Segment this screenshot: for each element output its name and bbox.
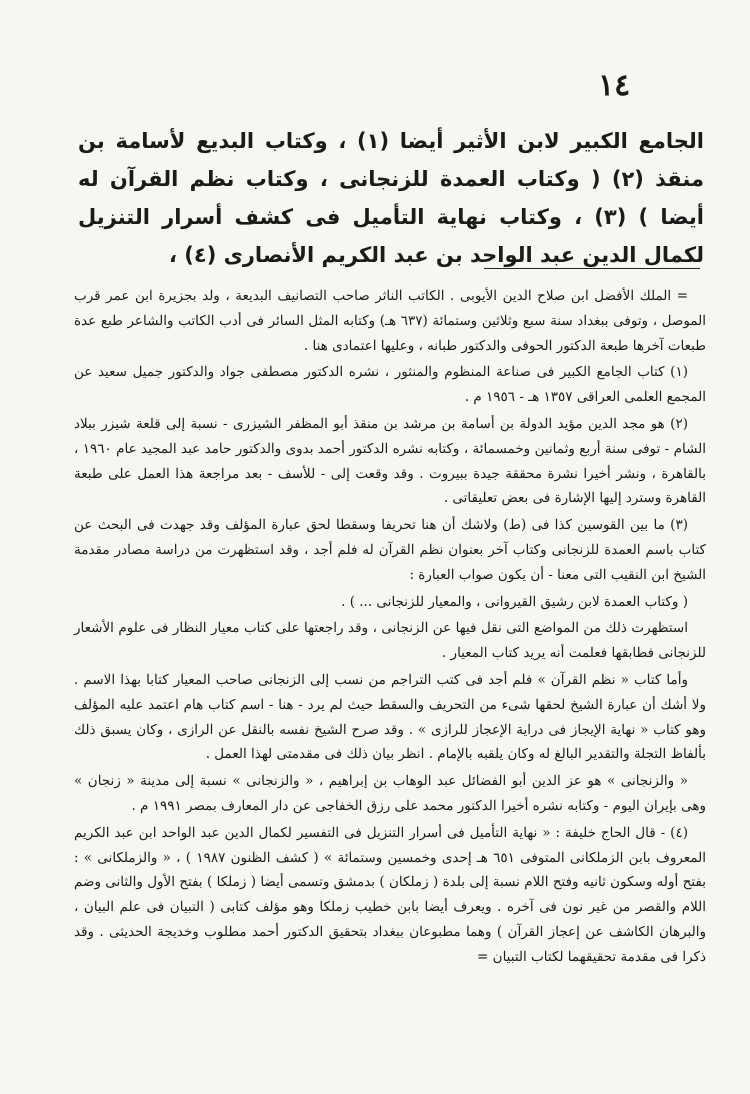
footnote-2: (٢) هو مجد الدين مؤيد الدولة بن أسامة بن مرشد بن منقذ أبو المظفر الشيزرى - نسبة إلى قلعة شيزر ببلاد الشام - توفى سنة أربع وثمانين وخمسمائة ، وكتابه نشره الدكتور أحمد بدوى والدكتور حامد عبد المجيد عام ١٩٦٠ ، بالقاهرة ، ونشر أخيرا نشرة محققة جيدة ببيروت . وقد وقعت إلى - للأسف - بعد مراجعة هذا العمل على طبعة القاهرة وسترد إليها الإشارة فى بعض تعليقاتى . — [74, 415, 706, 507]
page-number: ١٤ — [598, 68, 631, 103]
footnote-divider — [484, 268, 700, 269]
footnote-continuation: = الملك الأفضل ابن صلاح الدين الأيوبى . الكاتب الناثر صاحب التصانيف البديعة ، ولد بجزيرة ابن عمر قرب الموصل ، وتوفى ببغداد سنة سبع وثلاثين وستمائة (٦٣٧ هـ) وكتابه المثل السائر فى أدب الكاتب والشاعر طبع عدة طبعات آخرها طبعة الدكتور الحوفى والدكتور طبانه ، وعليها اعتمادى هنا . — [74, 288, 706, 354]
footnote-3: (٣) ما بين القوسين كذا فى (ط) ولاشك أن هنا تحريفا وسقطا لحق عبارة المؤلف وقد جهدت فى البحث عن كتاب باسم العمدة للزنجانى وكتاب آخر بعنوان نظم القرآن له فلم أجد ، وقد استظهرت من دراسة مصادر مقدمة الشيخ ابن النقيب التى معنا - أن يكون صواب العبارة : — [74, 517, 706, 583]
footnote-3-quote: ( وكتاب العمدة لابن رشيق القيروانى ، والمعيار للزنجانى ... ) . — [341, 593, 688, 610]
footnote-4: (٤) - قال الحاج خليفة : « نهاية التأميل فى أسرار التنزيل فى التفسير لكمال الدين عبد الواحد ابن عبد الكريم المعروف بابن الزملكانى المتوفى ٦٥١ هـ إحدى وخمسين وستمائة » ( كشف الظنون ١٩٨٧ ) ، « والزملكانى » : بفتح أوله وسكون ثانيه وفتح اللام نسبة إلى بلدة ( زملكان ) بدمشق وتسمى أيضا ( زملكا ) بفتح الأول والثانى وضم اللام والقصر من غير نون فى آخره . ويعرف أيضا بابن خطيب زملكا وهو مؤلف كتابى ( التبيان فى علم البيان ، والبرهان الكاشف عن إعجاز القرآن ) وهما مطبوعان ببغداد بتحقيق الدكتور أحمد مطلوب وخديجة الحديثى . وقد ذكرا فى مقدمة تحقيقهما لكتاب التبيان = — [74, 824, 706, 965]
main-text — [78, 122, 704, 274]
footnote-1: (١) كتاب الجامع الكبير فى صناعة المنظوم والمنثور ، نشره الدكتور مصطفى جواد والدكتور جميل سعيد عن المجمع العلمى العراقى ١٣٥٧ هـ - ١٩٥٦ م . — [74, 364, 706, 406]
footnotes — [74, 284, 706, 972]
footnote-3-cont-3: « والزنجانى » هو عز الدين أبو الفضائل عبد الوهاب بن إبراهيم ، « والزنجانى » نسبة إلى مدينة « زنجان » وهى بإيران اليوم - وكتابه نشره أخيرا الدكتور محمد على رزق الخفاجى عن دار المعارف بمصر ١٩٩١ م . — [74, 773, 706, 814]
footnote-3-cont-1: استظهرت ذلك من المواضع التى نقل فيها عن الزنجانى ، وقد راجعتها على كتاب معيار النظار فى علوم الأشعار للزنجانى فطابقها فعلمت أنه يريد كتاب المعيار . — [74, 620, 706, 662]
main-paragraph: الجامع الكبير لابن الأثير أيضا (١) ، وكتاب البديع لأسامة بن منقذ (٢) ( وكتاب العمدة للزنجانى ، وكتاب نظم القرآن له أيضا ) (٣) ، وكتاب نهاية التأميل فى كشف أسرار التنزيل لكمال الدين عبد الواحد بن عبد الكريم الأنصارى (٤) ، — [78, 129, 705, 267]
footnote-3-cont-2: وأما كتاب « نظم القرآن » فلم أجد فى كتب التراجم من نسب إلى الزنجانى صاحب المعيار كتابا بهذا الاسم . ولا أشك أن عبارة الشيخ لحقها شىء من التحريف والسقط حيث لم يرد - هنا - اسم كتاب هام اعتمد عليه المؤلف وهو كتاب « نهاية الإيجاز فى دراية الإعجاز للرازى » . وقد صرح الشيخ نفسه بالنقل عن الرازى ، وكان يسبق ذلك بألفاظ التجلة والتقدير البالغ له وكان يلقبه بالإمام . انظر بيان ذلك فى مقدمتى لهذا العمل . — [74, 671, 706, 763]
